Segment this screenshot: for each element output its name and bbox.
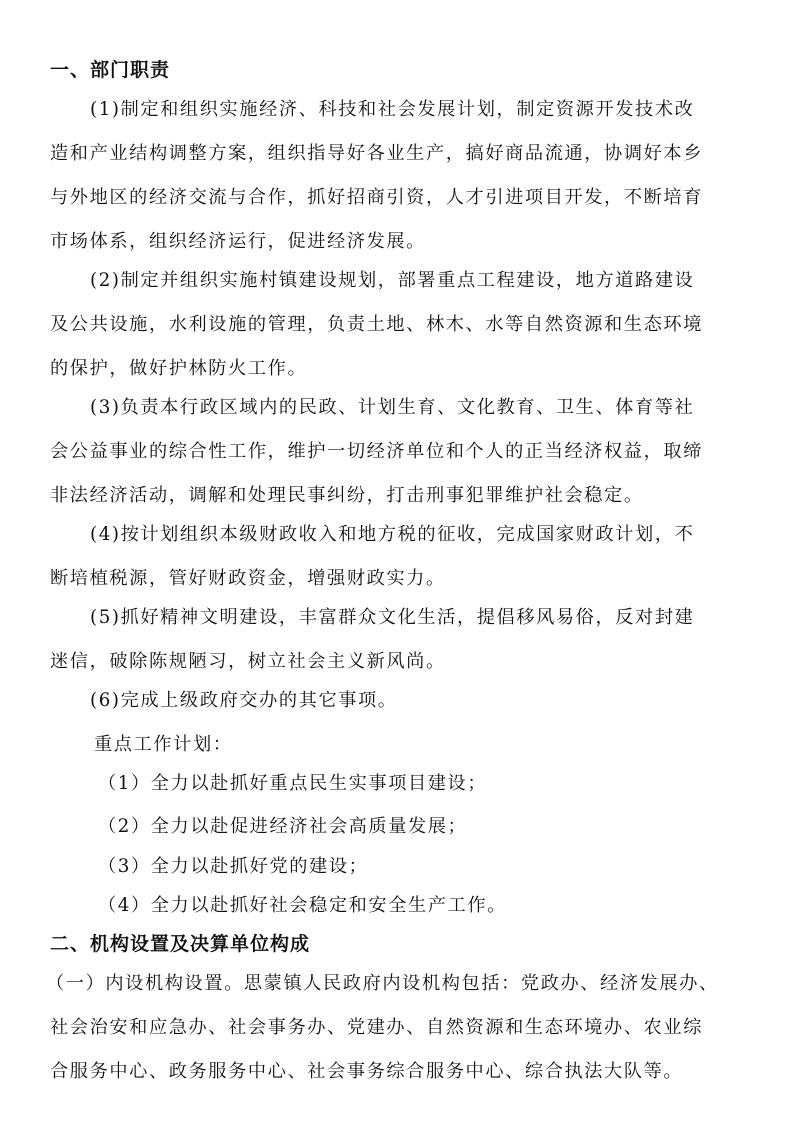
org-line-1: （一）内设机构设置。思蒙镇人民政府内设机构包括：党政办、经济发展办、 — [46, 973, 719, 994]
plan-item-4: （4）全力以赴抓好社会稳定和安全生产工作。 — [98, 895, 507, 916]
duty-1-line-2: 造和产业结构调整方案，组织指导好各业生产，搞好商品流通，协调好本乡 — [50, 143, 703, 164]
duty-3-line-2: 会公益事业的综合性工作，维护一切经济单位和个人的正当经济权益，取缔 — [50, 441, 703, 462]
duty-2-line-1: (2)制定并组织实施村镇建设规划，部署重点工程建设，地方道路建设 — [90, 270, 695, 291]
duty-5-line-1: (5)抓好精神文明建设，丰富群众文化生活，提倡移风易俗，反对封建 — [90, 607, 695, 628]
duty-5-line-2: 迷信，破除陈规陋习，树立社会主义新风尚。 — [50, 651, 446, 672]
duty-3-line-1: (3)负责本行政区域内的民政、计划生育、文化教育、卫生、体育等社 — [90, 397, 695, 418]
plan-title: 重点工作计划： — [94, 734, 233, 755]
plan-item-2: （2）全力以赴促进经济社会高质量发展； — [98, 816, 468, 837]
plan-item-1: （1）全力以赴抓好重点民生实事项目建设； — [98, 773, 488, 794]
section-1-heading: 一、部门职责 — [50, 59, 171, 81]
duty-3-line-3: 非法经济活动，调解和处理民事纠纷，打击刑事犯罪维护社会稳定。 — [50, 485, 644, 506]
duty-1-line-1: (1)制定和组织实施经济、科技和社会发展计划，制定资源开发技术改 — [90, 99, 695, 120]
org-line-3: 合服务中心、政务服务中心、社会事务综合服务中心、综合执法大队等。 — [50, 1061, 684, 1082]
plan-item-3: （3）全力以赴抓好党的建设； — [98, 856, 369, 877]
duty-1-line-3: 与外地区的经济交流与合作，抓好招商引资，人才引进项目开发，不断培育 — [50, 187, 703, 208]
duty-1-line-4: 市场体系，组织经济运行，促进经济发展。 — [50, 231, 426, 252]
duty-6-line-1: (6)完成上级政府交办的其它事项。 — [90, 690, 398, 711]
duty-4-line-2: 断培植税源，管好财政资金，增强财政实力。 — [50, 568, 446, 589]
duty-2-line-3: 的保护，做好护林防火工作。 — [50, 358, 308, 379]
duty-2-line-2: 及公共设施，水利设施的管理，负责土地、林木、水等自然资源和生态环境 — [50, 314, 703, 335]
duty-4-line-1: (4)按计划组织本级财政收入和地方税的征收，完成国家财政计划，不 — [90, 524, 695, 545]
section-2-heading: 二、机构设置及决算单位构成 — [50, 933, 311, 955]
org-line-2: 社会治安和应急办、社会事务办、党建办、自然资源和生态环境办、农业综 — [50, 1017, 703, 1038]
